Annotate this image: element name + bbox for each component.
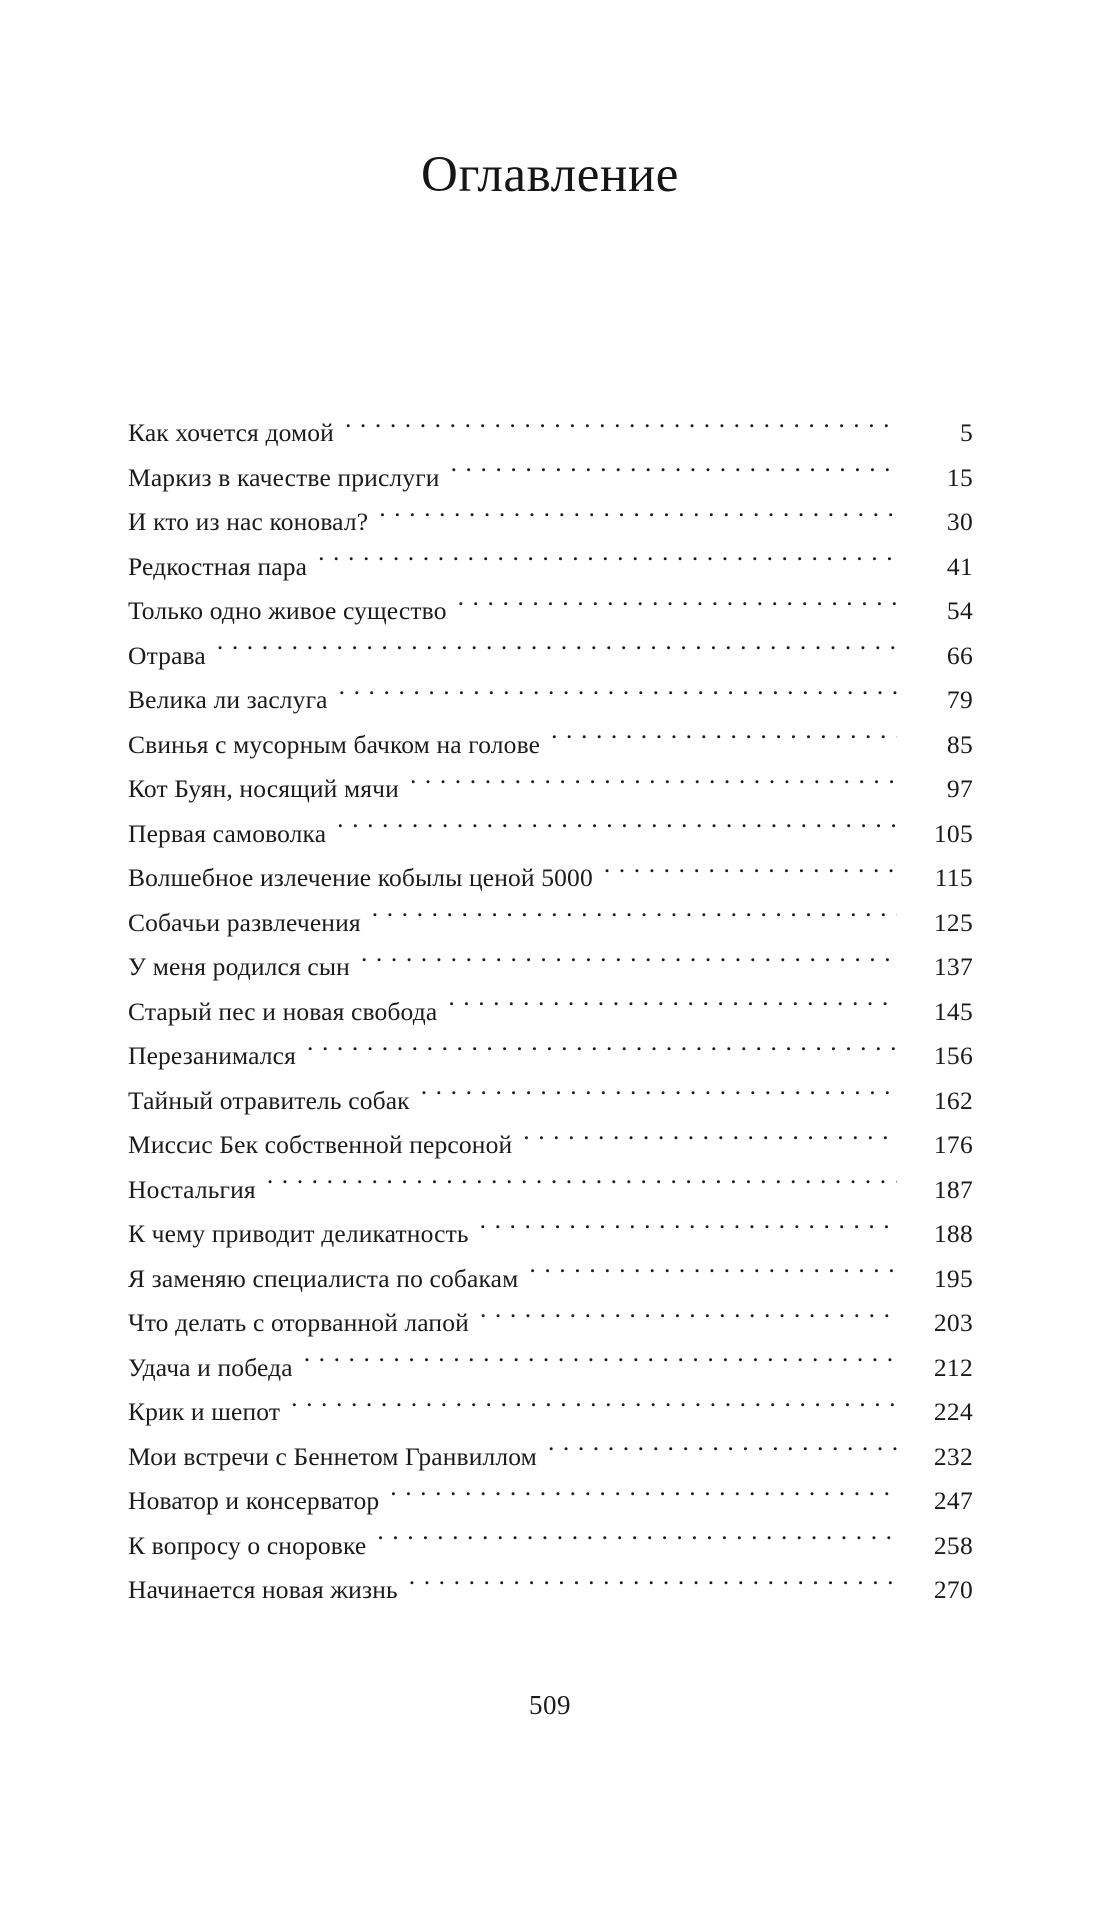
toc-entry-title: Перезанимался bbox=[128, 1041, 297, 1070]
toc-entry[interactable] bbox=[128, 589, 973, 634]
toc-entry-title: Тайный отравитель собак bbox=[128, 1085, 410, 1115]
toc-dot-leader bbox=[318, 549, 897, 575]
toc-dot-leader bbox=[267, 1172, 897, 1198]
toc-dot-leader bbox=[410, 772, 897, 798]
toc-dot-leader bbox=[451, 460, 897, 486]
toc-entry-page-number: 137 bbox=[933, 952, 973, 981]
toc-entry[interactable] bbox=[128, 500, 973, 545]
toc-entry[interactable] bbox=[128, 1346, 973, 1391]
toc-entry-title: Кот Буян, носящий мячи bbox=[128, 774, 399, 803]
toc-entry-title: Первая самоволка bbox=[128, 818, 327, 848]
toc-entry-title: К вопросу о сноровке bbox=[128, 1530, 367, 1560]
toc-entry[interactable] bbox=[128, 1079, 973, 1124]
toc-dot-leader bbox=[480, 1306, 897, 1332]
toc-dot-leader bbox=[390, 1484, 897, 1510]
toc-entry-page-number: 176 bbox=[933, 1130, 973, 1159]
toc-entry[interactable] bbox=[128, 545, 973, 590]
toc-entry[interactable] bbox=[128, 1524, 973, 1569]
toc-entry-page-number: 162 bbox=[933, 1085, 973, 1115]
toc-dot-leader bbox=[548, 1439, 897, 1465]
toc-entry-title: Я заменяю специалиста по собакам bbox=[128, 1263, 519, 1293]
toc-dot-leader bbox=[217, 638, 897, 664]
toc-entry-title: У меня родился сын bbox=[128, 952, 350, 981]
toc-entry-title: Ностальгия bbox=[128, 1174, 256, 1204]
toc-entry-title: К чему приводит деликатность bbox=[128, 1219, 469, 1248]
toc-entry-page-number: 66 bbox=[946, 640, 973, 670]
toc-entry-title: Свинья с мусорным бачком на голове bbox=[128, 729, 541, 759]
toc-entry-page-number: 212 bbox=[933, 1352, 973, 1382]
toc-entry-page-number: 125 bbox=[933, 907, 973, 937]
toc-entry-page-number: 105 bbox=[933, 818, 973, 848]
toc-dot-leader bbox=[409, 1573, 897, 1599]
toc-entry-page-number: 224 bbox=[933, 1397, 973, 1426]
toc-entry[interactable] bbox=[128, 1212, 973, 1257]
toc-entry-page-number: 54 bbox=[946, 596, 973, 625]
toc-dot-leader bbox=[448, 994, 897, 1020]
toc-dot-leader bbox=[529, 1261, 897, 1287]
toc-entry-page-number: 85 bbox=[946, 729, 973, 759]
toc-entry-page-number: 30 bbox=[946, 507, 973, 536]
toc-dot-leader bbox=[361, 950, 897, 976]
toc-entry-title: Начинается новая жизнь bbox=[128, 1575, 398, 1604]
toc-dot-leader bbox=[421, 1083, 897, 1109]
toc-dot-leader bbox=[379, 505, 897, 531]
toc-entry[interactable] bbox=[128, 411, 973, 456]
toc-dot-leader bbox=[337, 816, 897, 842]
toc-dot-leader bbox=[480, 1217, 897, 1243]
toc-entry-title: Отрава bbox=[128, 640, 206, 670]
toc-entry-page-number: 79 bbox=[946, 685, 973, 714]
toc-entry-page-number: 15 bbox=[946, 462, 973, 492]
toc-entry[interactable] bbox=[128, 812, 973, 857]
toc-entry-page-number: 115 bbox=[934, 863, 973, 892]
toc-entry-title: Что делать с оторванной лапой bbox=[128, 1308, 469, 1337]
toc-entry-page-number: 97 bbox=[946, 774, 973, 803]
toc-entry-title: Волшебное излечение кобылы ценой 5000 bbox=[128, 863, 593, 892]
page-title: Оглавление bbox=[421, 147, 679, 204]
toc-dot-leader bbox=[523, 1128, 897, 1154]
toc-entry[interactable] bbox=[128, 1435, 973, 1480]
toc-entry-title: Миссис Бек собственной персоной bbox=[128, 1130, 513, 1159]
toc-entry-page-number: 187 bbox=[933, 1174, 973, 1204]
toc-entry-page-number: 156 bbox=[933, 1041, 973, 1070]
toc-entry[interactable] bbox=[128, 723, 973, 768]
toc-entry[interactable] bbox=[128, 1034, 973, 1079]
toc-entry-page-number: 188 bbox=[933, 1219, 973, 1248]
toc-entry[interactable] bbox=[128, 1568, 973, 1613]
toc-entry[interactable] bbox=[128, 1257, 973, 1302]
toc-dot-leader bbox=[345, 416, 897, 442]
toc-dot-leader bbox=[339, 683, 897, 709]
toc-entry-title: Маркиз в качестве прислуги bbox=[128, 462, 440, 492]
toc-entry[interactable] bbox=[128, 901, 973, 946]
toc-entry[interactable] bbox=[128, 678, 973, 723]
toc-entry-title: Мои встречи с Беннетом Гранвиллом bbox=[128, 1441, 537, 1471]
toc-dot-leader bbox=[372, 905, 897, 931]
toc-entry-page-number: 232 bbox=[933, 1441, 973, 1471]
toc-entry[interactable] bbox=[128, 634, 973, 679]
toc-dot-leader bbox=[604, 861, 897, 887]
toc-entry-title: Крик и шепот bbox=[128, 1397, 281, 1426]
toc-entry-title: Как хочется домой bbox=[128, 418, 334, 447]
toc-entry[interactable] bbox=[128, 1390, 973, 1435]
toc-entry-page-number: 270 bbox=[933, 1575, 973, 1604]
toc-entry-page-number: 145 bbox=[933, 996, 973, 1026]
toc-entry-page-number: 41 bbox=[946, 551, 973, 581]
table-of-contents-list bbox=[128, 411, 973, 1613]
toc-entry-page-number: 5 bbox=[959, 418, 973, 447]
toc-entry-page-number: 195 bbox=[933, 1263, 973, 1293]
page-folio-number: 509 bbox=[529, 1690, 571, 1720]
toc-entry[interactable] bbox=[128, 1479, 973, 1524]
toc-entry[interactable] bbox=[128, 1123, 973, 1168]
toc-entry[interactable] bbox=[128, 767, 973, 812]
toc-entry-title: Редкостная пара bbox=[128, 551, 308, 581]
toc-entry-title: И кто из нас коновал? bbox=[128, 507, 369, 536]
toc-dot-leader bbox=[377, 1528, 897, 1554]
toc-dot-leader bbox=[551, 727, 897, 753]
toc-entry-title: Старый пес и новая свобода bbox=[128, 996, 438, 1026]
toc-entry-title: Велика ли заслуга bbox=[128, 685, 328, 714]
toc-entry-page-number: 258 bbox=[933, 1530, 973, 1560]
toc-dot-leader bbox=[304, 1350, 897, 1376]
toc-entry[interactable] bbox=[128, 1301, 973, 1346]
toc-entry-page-number: 203 bbox=[933, 1308, 973, 1337]
toc-entry-page-number: 247 bbox=[933, 1486, 973, 1515]
toc-entry[interactable] bbox=[128, 990, 973, 1035]
toc-entry[interactable] bbox=[128, 1168, 973, 1213]
toc-entry[interactable] bbox=[128, 456, 973, 501]
toc-entry-title: Собачьи развлечения bbox=[128, 907, 361, 937]
toc-entry[interactable] bbox=[128, 945, 973, 990]
toc-dot-leader bbox=[291, 1395, 897, 1421]
toc-entry-title: Только одно живое существо bbox=[128, 596, 447, 625]
toc-entry-title: Удача и победа bbox=[128, 1352, 293, 1382]
toc-entry[interactable] bbox=[128, 856, 973, 901]
toc-dot-leader bbox=[307, 1039, 897, 1065]
toc-dot-leader bbox=[458, 594, 897, 620]
toc-entry-title: Новатор и консерватор bbox=[128, 1486, 380, 1515]
